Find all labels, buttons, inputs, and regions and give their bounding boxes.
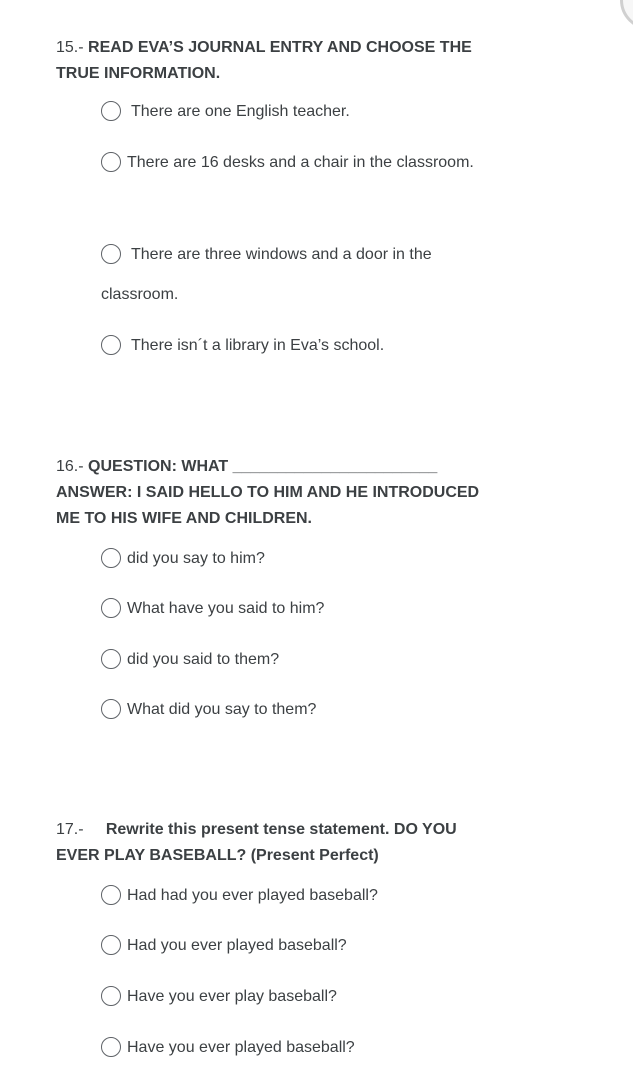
option-label: There isn´t a library in Eva’s school. bbox=[131, 337, 385, 354]
question-16-option-3[interactable] bbox=[101, 640, 481, 680]
question-17-title-line-1: Rewrite this present tense statement. DO YOU bbox=[105, 821, 457, 838]
option-label: There are three windows and a door in the classroom. bbox=[101, 246, 432, 303]
question-17-option-4[interactable] bbox=[101, 1028, 481, 1068]
question-15-title-line-1: READ EVA’S JOURNAL ENTRY AND CHOOSE THE bbox=[88, 39, 472, 56]
question-16-title-line-3: ME TO HIS WIFE AND CHILDREN. bbox=[56, 510, 312, 527]
option-label: There are 16 desks and a chair in the classroom. bbox=[127, 154, 474, 171]
option-label: There are one English teacher. bbox=[131, 103, 350, 120]
radio-button-icon[interactable] bbox=[101, 986, 121, 1006]
radio-button-icon[interactable] bbox=[101, 244, 121, 264]
option-label: Had you ever played baseball? bbox=[127, 937, 347, 954]
option-label: did you said to them? bbox=[127, 651, 280, 668]
option-label: did you say to him? bbox=[127, 550, 265, 567]
radio-button-icon[interactable] bbox=[101, 335, 121, 355]
question-17 bbox=[56, 817, 506, 869]
radio-button-icon[interactable] bbox=[101, 935, 121, 955]
question-16-title bbox=[56, 454, 506, 532]
question-16-option-2[interactable] bbox=[101, 589, 481, 629]
question-15-option-3[interactable] bbox=[101, 235, 481, 315]
radio-button-icon[interactable] bbox=[101, 152, 121, 172]
question-16-title-line-2: ANSWER: I SAID HELLO TO HIM AND HE INTRODUCED bbox=[56, 484, 480, 501]
question-15-number: 15.- bbox=[56, 39, 84, 56]
question-15-option-2[interactable] bbox=[101, 143, 481, 183]
question-15-option-4[interactable] bbox=[101, 326, 481, 366]
question-17-number: 17.- bbox=[56, 821, 84, 838]
radio-button-icon[interactable] bbox=[101, 598, 121, 618]
option-label: Have you ever played baseball? bbox=[127, 1039, 355, 1056]
radio-button-icon[interactable] bbox=[101, 548, 121, 568]
scroll-indicator-circle bbox=[620, 0, 633, 30]
option-label: Have you ever play baseball? bbox=[127, 988, 337, 1005]
option-label: Had had you ever played baseball? bbox=[127, 887, 378, 904]
question-16-title-line-1: QUESTION: WHAT _______________________ bbox=[88, 458, 438, 475]
question-17-title bbox=[56, 817, 506, 869]
question-15 bbox=[56, 35, 506, 87]
question-15-title bbox=[56, 35, 506, 87]
question-16-number: 16.- bbox=[56, 458, 84, 475]
question-15-option-1[interactable] bbox=[101, 92, 481, 132]
question-16-option-1[interactable] bbox=[101, 539, 481, 579]
question-16-option-4[interactable] bbox=[101, 690, 481, 730]
radio-button-icon[interactable] bbox=[101, 699, 121, 719]
question-17-option-1[interactable] bbox=[101, 876, 481, 916]
radio-button-icon[interactable] bbox=[101, 885, 121, 905]
question-17-title-line-2: EVER PLAY BASEBALL? (Present Perfect) bbox=[56, 847, 379, 864]
question-17-option-3[interactable] bbox=[101, 977, 481, 1017]
question-17-option-2[interactable] bbox=[101, 926, 481, 966]
question-16 bbox=[56, 454, 506, 532]
option-label: What did you say to them? bbox=[127, 701, 317, 718]
option-label: What have you said to him? bbox=[127, 600, 325, 617]
radio-button-icon[interactable] bbox=[101, 1037, 121, 1057]
radio-button-icon[interactable] bbox=[101, 101, 121, 121]
question-15-title-line-2: TRUE INFORMATION. bbox=[56, 65, 221, 82]
radio-button-icon[interactable] bbox=[101, 649, 121, 669]
